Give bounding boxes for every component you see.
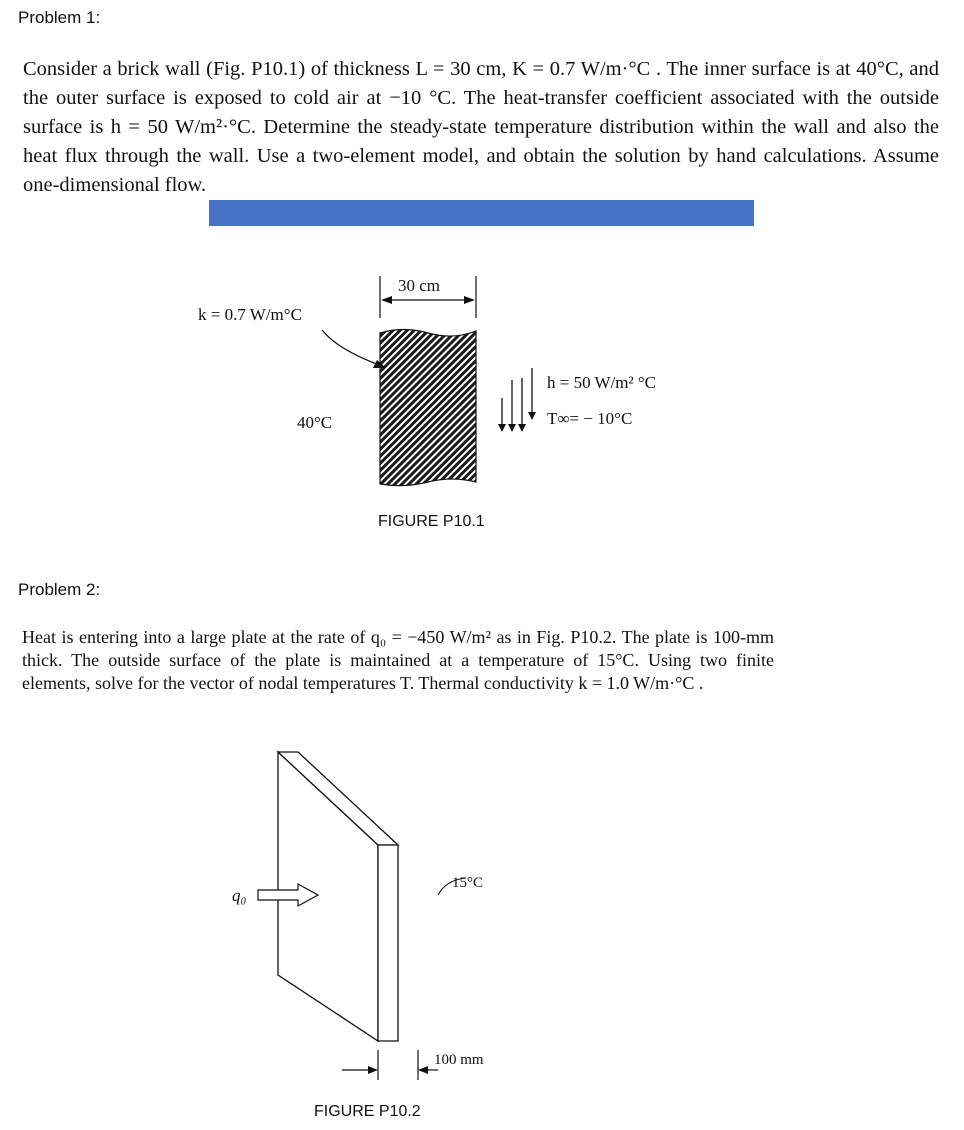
problem-1-heading: Problem 1: [18, 8, 101, 27]
plate-thickness-dimension [342, 1050, 438, 1080]
conductivity-label: k = 0.7 W/m°C [198, 305, 302, 324]
plate-thickness-label: 100 mm [434, 1052, 484, 1068]
problem-2-text: Heat is entering into a large plate at the rate of q₀ = −450 W/m² as in Fig. P10.2. The plate is 100-mm thick. The outside surface of the plate is maintained at a temperature of 15°C. Using two finite elements, solve for the vector of nodal temperatures T. Thermal conductivity k = 1.0 W/m·°C . [22, 627, 774, 693]
heat-transfer-coefficient-label: h = 50 W/m² °C [547, 373, 657, 392]
surface-temperature-label: 15°C [452, 875, 484, 891]
heat-flux-label: q₀ [232, 886, 247, 905]
problem-2-heading: Problem 2: [18, 580, 101, 599]
figure-p10-2-caption: FIGURE P10.2 [314, 1103, 421, 1120]
wall-thickness-label: 30 cm [398, 276, 441, 295]
ambient-temperature-label: T∞= − 10°C [547, 409, 633, 428]
inner-temperature-label: 40°C [297, 413, 333, 432]
figure-p10-1-caption: FIGURE P10.1 [378, 513, 485, 530]
problem-1-text: Consider a brick wall (Fig. P10.1) of thickness L = 30 cm, K = 0.7 W/m·°C . The inner surface is at 40°C, and the outer surface is exposed to cold air at −10 °C. The heat-transfer coefficient associated with the outside surface is h = 50 W/m²·°C. Determine the steady-state temperature distribution within the wall and also the heat flux through the wall. Use a two-element model, and obtain the solution by hand calculations. Assume one-dimensional flow. [23, 58, 939, 196]
